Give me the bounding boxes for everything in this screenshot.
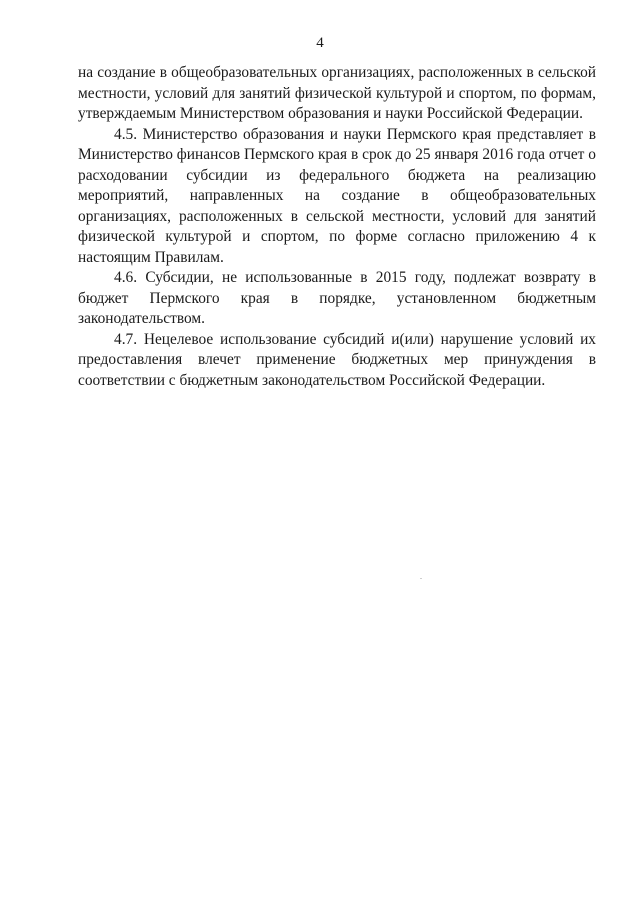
document-body xyxy=(78,63,596,391)
paragraph-4-6: 4.6. Субсидии, не использованные в 2015 году, подлежат возврату в бюджет Пермского края в порядке, установленном бюджетным законодательством. xyxy=(78,269,596,327)
paragraph-4-7: 4.7. Нецелевое использование субсидий и(или) нарушение условий их предоставления влечет применение бюджетных мер принуждения в соответствии с бюджетным законодательством Российской Федерации. xyxy=(78,330,596,389)
paragraph-4-5: 4.5. Министерство образования и науки Пермского края представляет в Министерство финансов Пермского края в срок до 25 января 2016 года отчет о расходовании субсидии из федерального бюджета на реализацию мероприятий, направленных на создание в общеобразовательных организациях, расположенных в сельской местности, условий для занятий физической культурой и спортом, по форме согласно приложению 4 к настоящим Правилам. xyxy=(78,125,596,266)
paragraph-continuation: на создание в общеобразовательных организациях, расположенных в сельской местности, условий для занятий физической культурой и спортом, по формам, утверждаемым Министерством образования и науки Российской Федерации. xyxy=(78,64,596,122)
scan-artifact xyxy=(420,578,422,579)
page-number: 4 xyxy=(316,35,324,51)
